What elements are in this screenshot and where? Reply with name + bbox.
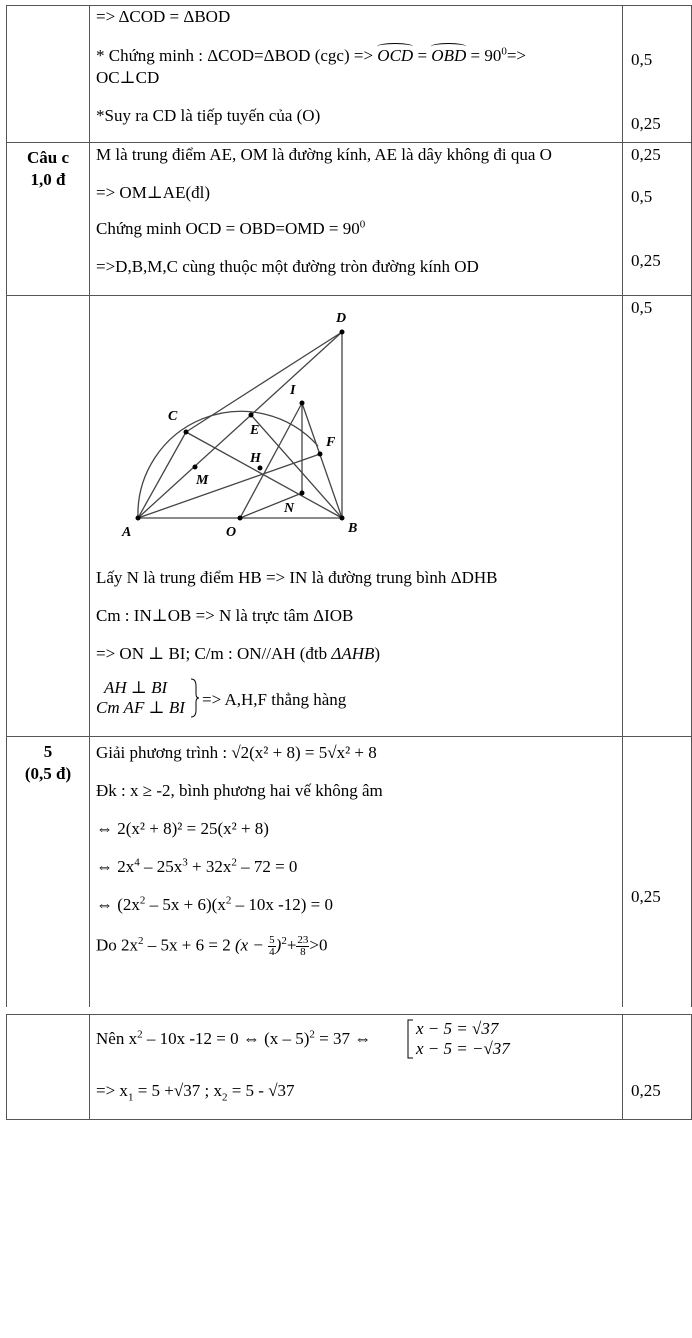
line-oc-perp: OC⊥CD: [96, 68, 160, 87]
line-proof: [96, 46, 526, 66]
score: 0,5: [631, 50, 653, 69]
line-midpoint: M là trung điểm AE, OM là đường kính, AE là dây không đi qua O: [96, 145, 552, 164]
score: 0,25: [631, 145, 661, 164]
label-m: M: [196, 473, 209, 488]
table-row: [7, 143, 692, 296]
arc-ocd: OCD: [377, 46, 414, 65]
sub: 2: [221, 1091, 228, 1104]
label-e: E: [250, 423, 260, 438]
table-row: [7, 6, 692, 143]
label-c: C: [168, 409, 178, 424]
math: ΔAHB: [331, 644, 375, 663]
line-collinear: => A,H,F thẳng hàng: [202, 690, 347, 709]
label-cell: [7, 1015, 90, 1120]
text: = 5 -: [227, 1081, 264, 1100]
denominator: 8: [300, 946, 306, 958]
text: = 90: [470, 46, 502, 65]
point-e: [249, 413, 254, 418]
sup: 4: [134, 856, 140, 869]
score-cell: [623, 296, 692, 737]
numerator: 23: [297, 934, 309, 946]
text: + 32x: [187, 857, 232, 876]
denominator: 4: [269, 946, 275, 958]
point-m: [193, 465, 198, 470]
table-row: [7, 296, 692, 737]
system-line: Cm AF ⊥ BI: [96, 698, 185, 717]
sqrt: √37: [268, 1081, 295, 1100]
label-line: Câu c: [26, 148, 70, 167]
sup: 2: [231, 856, 237, 869]
text: =: [417, 46, 428, 65]
left-bracket: [406, 1019, 414, 1059]
text: ⇔: [96, 819, 113, 838]
label-d: D: [336, 311, 347, 326]
text: => ON ⊥ BI; C/m : ON//AH (đtb: [96, 644, 328, 663]
sup: 0: [359, 218, 366, 231]
answer-table: [6, 5, 692, 1007]
text: * Chứng minh : ΔCOD=ΔBOD (cgc) =>: [96, 46, 374, 65]
point-a: [136, 516, 141, 521]
line-tangent: *Suy ra CD là tiếp tuyến của (O): [96, 106, 321, 125]
point-f: [318, 452, 323, 457]
content-cell: [90, 737, 623, 1008]
text: – 5x + 6)(x: [145, 895, 226, 914]
text: =>: [506, 46, 527, 65]
point-n: [300, 491, 305, 496]
line-step4: Do $2x^2 - 5x + 6 = 2$ (x − $\frac{5}{4}$ )$^2$+ $\frac{23}{8}$ >0: [96, 934, 328, 958]
sub: 1: [127, 1091, 134, 1104]
content-cell: [90, 143, 623, 296]
line-parallel: [96, 644, 380, 664]
label-cell: [7, 6, 90, 143]
score: 0,5: [631, 187, 653, 206]
text: ⇔ (2x: [96, 895, 140, 914]
line-circle: =>D,B,M,C cùng thuộc một đường tròn đường kính OD: [96, 257, 479, 276]
label-f: F: [326, 435, 336, 450]
right-brace: [190, 678, 200, 718]
text: ): [374, 644, 381, 663]
label-i: I: [290, 383, 296, 398]
segment-ib: [302, 403, 342, 518]
label-line: 5: [43, 742, 53, 761]
numerator: 5: [269, 934, 275, 946]
segment-cb: [186, 432, 342, 518]
line-cod-bod: => ΔCOD = ΔBOD: [96, 7, 231, 26]
sup: 2: [138, 934, 144, 947]
text: ; x: [200, 1081, 222, 1100]
text: ⇔ 2x: [96, 857, 135, 876]
text: Do 2x: [96, 935, 139, 955]
label-line: 1,0 đ: [30, 170, 66, 189]
math: ): [275, 935, 282, 955]
segment-eb: [251, 415, 342, 518]
text: – 5x + 6 = 2: [143, 935, 231, 955]
table-row: [7, 737, 692, 1008]
fraction: [268, 935, 276, 958]
text: >0: [309, 935, 328, 955]
line-om-perp: => OM⊥AE(đl): [96, 183, 211, 202]
label-o: O: [226, 525, 237, 540]
line-solutions: [96, 1081, 295, 1104]
text: – 10x -12 = 0 ⇔ (x – 5): [142, 1029, 310, 1048]
label-line: (0,5 đ): [24, 764, 72, 783]
math: (x −: [234, 935, 264, 955]
score: 0,25: [631, 1081, 661, 1100]
score-cell: [623, 6, 692, 143]
text: = 5 +: [133, 1081, 174, 1100]
sup: 3: [182, 856, 188, 869]
score-cell: [623, 737, 692, 1008]
system-collinear: [96, 678, 185, 718]
score: 0,25: [631, 251, 661, 270]
question-label: [7, 737, 89, 785]
score-cell: [623, 143, 692, 296]
label-b: B: [348, 521, 358, 536]
case-1: x − 5 = √37: [416, 1019, 499, 1038]
text: – 10x -12) = 0: [231, 895, 334, 914]
text: Giải phương trình :: [96, 743, 228, 762]
label-cell: [7, 737, 90, 1008]
line-midpoint-n: Lấy N là trung điểm HB => IN là đường trung bình ΔDHB: [96, 568, 498, 587]
point-i: [300, 401, 305, 406]
sup: 2: [309, 1028, 315, 1041]
point-c: [184, 430, 189, 435]
sup: 0: [501, 45, 507, 58]
text: – 25x: [139, 857, 183, 876]
point-h: [258, 466, 263, 471]
content-cell: [90, 6, 623, 143]
score: 0,25: [631, 114, 661, 133]
text: Nên x: [96, 1029, 138, 1048]
arc-obd: OBD: [431, 46, 467, 65]
text: Chứng minh OCD = OBD=OMD = 90: [96, 219, 360, 238]
score: 0,25: [631, 887, 661, 906]
sup: 2: [139, 894, 146, 907]
line-therefore: [96, 1029, 371, 1049]
question-label: [7, 143, 89, 191]
line-orthocenter: Cm : IN⊥OB => N là trực tâm ΔIOB: [96, 606, 354, 625]
line-solve: [96, 743, 377, 763]
sup: 2: [281, 934, 287, 947]
segment-cd: [186, 332, 342, 432]
score-cell: [623, 1015, 692, 1120]
fraction: [296, 935, 309, 958]
label-cell: [7, 296, 90, 737]
text: = 37 ⇔: [314, 1029, 372, 1048]
label-a: A: [122, 525, 132, 540]
label-n: N: [284, 501, 295, 516]
equation: √2(x² + 8) = 5√x² + 8: [231, 743, 377, 762]
line-step2: [96, 857, 297, 877]
text: – 72 = 0: [236, 857, 298, 876]
label-cell: [7, 143, 90, 296]
case-2: x − 5 = −√37: [416, 1039, 510, 1058]
line-step1: [96, 819, 269, 839]
point-o: [238, 516, 243, 521]
table-row: [7, 1015, 692, 1120]
label-h: H: [250, 451, 261, 466]
segment-ad: [138, 332, 342, 518]
system-line: AH ⊥ BI: [104, 678, 168, 697]
line-angles: [96, 219, 365, 239]
point-d: [340, 330, 345, 335]
sup: 2: [137, 1028, 143, 1041]
answer-table-continued: [6, 1014, 692, 1120]
point-b: [340, 516, 345, 521]
content-cell: [90, 1015, 623, 1120]
sqrt: √37: [173, 1081, 201, 1100]
line-condition: Đk : x ≥ -2, bình phương hai vế không âm: [96, 781, 383, 800]
geometry-figure: [90, 296, 622, 546]
line-step3: [96, 895, 333, 915]
score: 0,5: [631, 298, 653, 317]
sup: 2: [225, 894, 232, 907]
content-cell: [90, 296, 623, 737]
equation: 2(x² + 8)² = 25(x² + 8): [117, 819, 269, 838]
text: => x: [96, 1081, 128, 1100]
